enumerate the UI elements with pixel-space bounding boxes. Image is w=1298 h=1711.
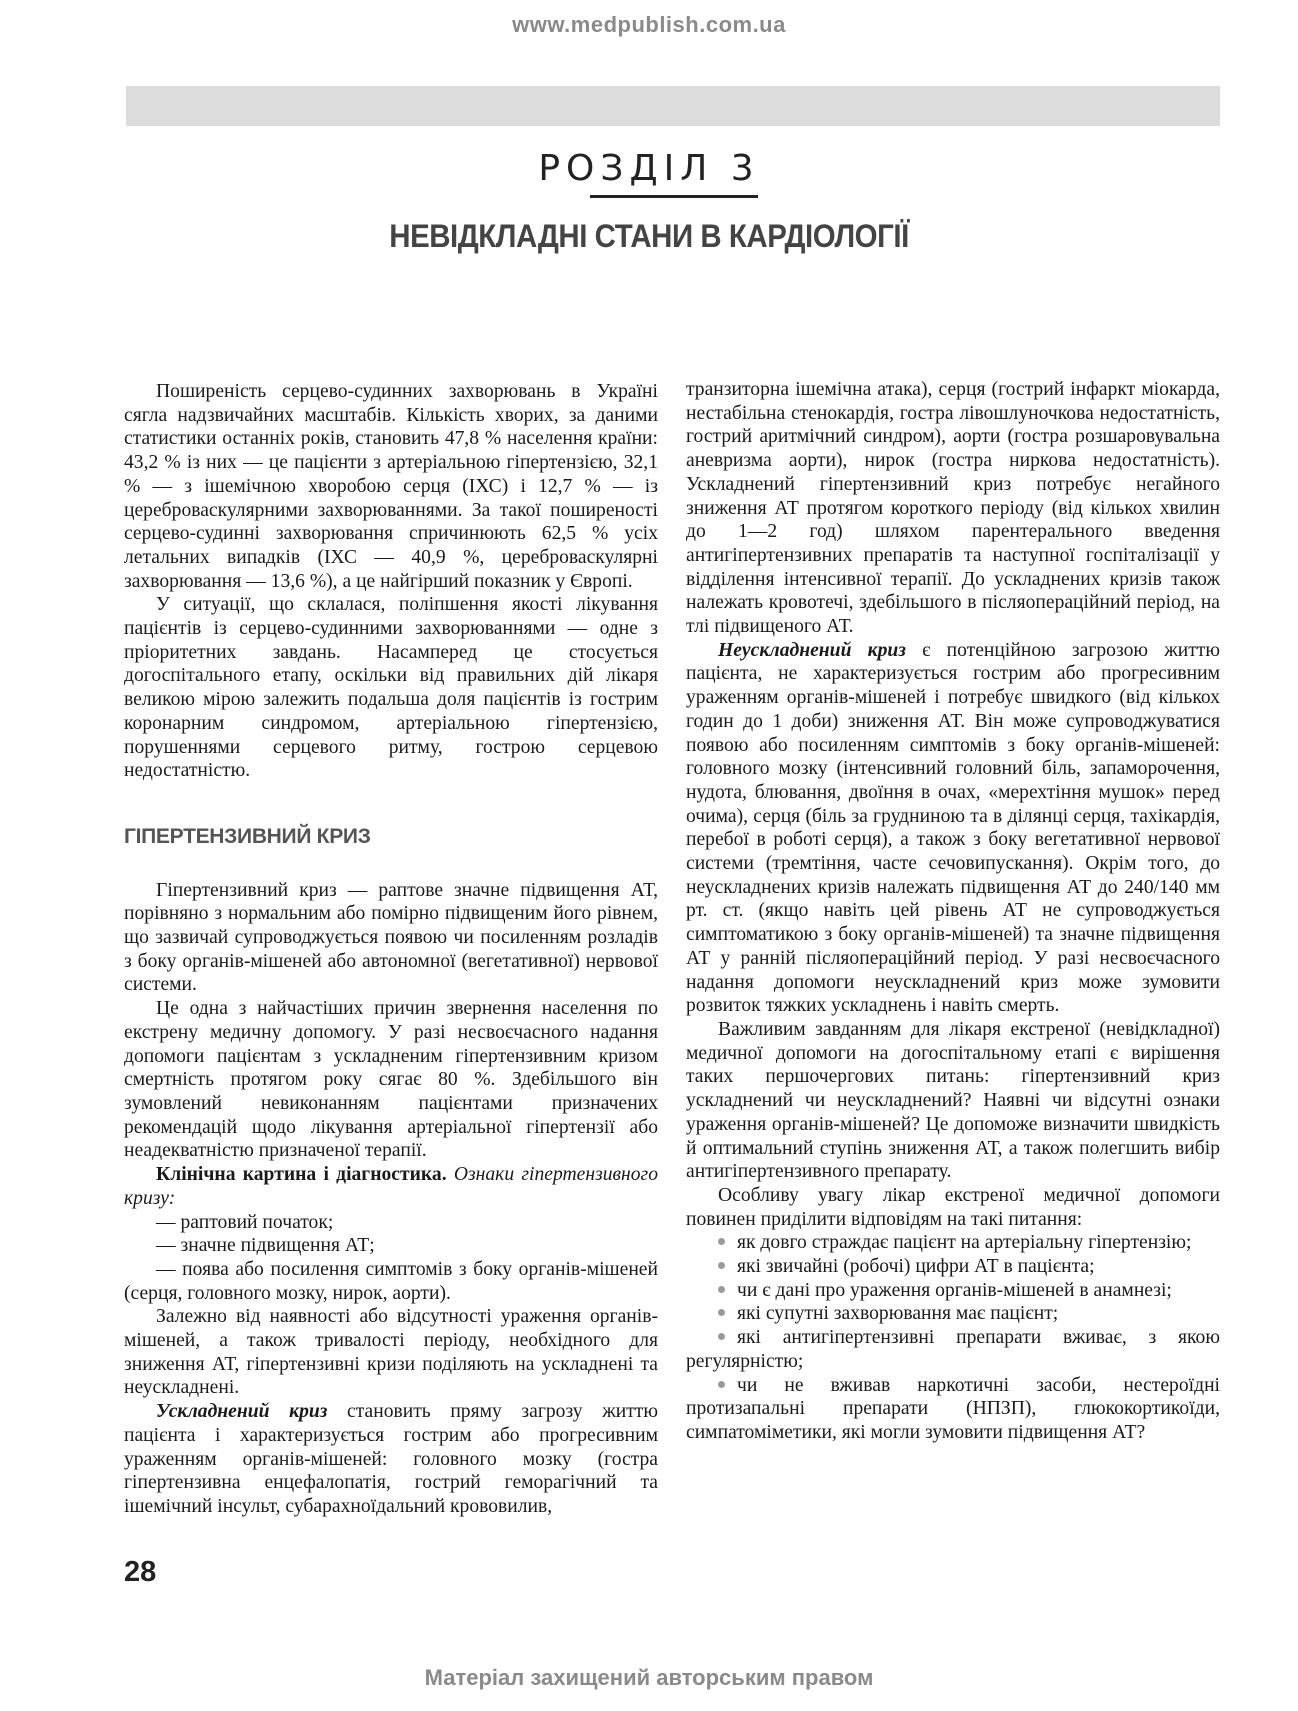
question-text: чи не вживав наркотичні засоби, нестероїдні протизапальні препарати (НПЗП), глюкокортикоїди, симпатоміметики, які могли зумовити підвищення АТ?	[686, 1374, 1220, 1443]
clinical-heading: Клінічна картина і діагностика.	[156, 1164, 447, 1186]
copyright-note: Матеріал захищений авторським правом	[424, 1665, 874, 1690]
chapter-title: НЕВІДКЛАДНІ СТАНИ В КАРДІОЛОГІЇ	[389, 218, 909, 254]
question-text: чи є дані про ураження органів-мішеней в анамнезі;	[737, 1279, 1172, 1301]
sign-item: — значне підвищення АТ;	[156, 1235, 375, 1257]
section-underline	[590, 195, 758, 198]
attention-paragraph: Особливу увагу лікар екстреної медичної допомоги повинен приділити відповідям на такі питання:	[686, 1184, 1220, 1230]
site-url[interactable]: www.medpublish.com.ua	[512, 12, 786, 37]
question-text: які антигіпертензивні препарати вживає, з якою регулярністю;	[686, 1327, 1220, 1372]
list-item	[686, 1374, 1220, 1445]
complicated-crisis-paragraph	[124, 1400, 658, 1519]
sign-item: — поява або посилення симптомів з боку органів-мішеней (серця, головного мозку, нирок, аорти).	[124, 1258, 658, 1304]
list-item	[686, 1231, 1220, 1255]
uncomplicated-crisis-text: є потенційною загрозою життю пацієнта, не характеризується гострим або прогресивним ураженням органів-мішеней і потребує швидкого (від кількох годин до 1 доби) зниження АТ. Він може супроводжуватися появою або посиленням симптомів з боку органів-мішеней: головного мозку (інтенсивний головний біль, запаморочення, нудота, блювання, двоїння в очах, «мерехтіння мушок» перед очима), серця (біль за грудниною та в ділянці серця, тахікардія, перебої в роботі серця), а також з боку вегетативної нервової системи (тремтіння, часте сечовипускання). Окрім того, до неускладнених кризів належать підвищення АТ до 240/140 мм рт. ст. (якщо навіть цей рівень АТ не супроводжується симптоматикою з боку органів-мішеней) та значне підвищення АТ у ранній післяопераційний період. У разі несвоєчасного надання допомоги неускладнений криз може зумовити розвиток тяжких ускладнень і навіть смерть.	[686, 639, 1220, 1017]
intro-paragraph-2: У ситуації, що склалася, поліпшення якості лікування пацієнтів із серцево-судинними захворюваннями — одне з пріоритетних завдань. Насамперед це стосується догоспітального етапу, оскільки від правильних дій лікаря великою мірою залежить подальша доля пацієнтів із гострим коронарним синдромом, артеріальною гіпертензією, порушеннями серцевого ритму, гострою серцевою недостатністю.	[124, 594, 658, 782]
bullet-icon	[718, 1333, 725, 1340]
classification-paragraph: Залежно від наявності або відсутності ураження органів-мішеней, а також тривалості періоду, необхідного для зниження АТ, гіпертензивні кризи поділяють на ускладнені та неускладнені.	[124, 1306, 658, 1399]
bullet-icon	[718, 1286, 725, 1293]
right-column	[686, 378, 1220, 1445]
page-number: 28	[124, 1556, 157, 1588]
section-subheading: ГІПЕРТЕНЗИВНИЙ КРИЗ	[124, 824, 371, 848]
bullet-icon	[718, 1262, 725, 1269]
list-item	[686, 1326, 1220, 1373]
list-item	[686, 1302, 1220, 1326]
left-column	[124, 380, 658, 1519]
clinical-signs-intro: Ознаки гіпертензивного кризу:	[124, 1164, 658, 1209]
uncomplicated-crisis-term: Неускладнений криз	[718, 639, 906, 661]
question-text: як довго страждає пацієнт на артеріальну гіпертензію;	[737, 1232, 1192, 1254]
question-list	[686, 1231, 1220, 1444]
list-item	[686, 1279, 1220, 1303]
question-text: які супутні захворювання має пацієнт;	[737, 1303, 1059, 1325]
sign-item: — раптовий початок;	[156, 1211, 334, 1233]
definition-paragraph: Гіпертензивний криз — раптове значне підвищення АТ, порівняно з нормальним або помірно підвищеним його рівнем, що зазвичай супроводжується появою чи посиленням розладів з боку органів-мішеней або автономної (вегетативної) нервової системи.	[124, 879, 658, 996]
tasks-paragraph: Важливим завданням для лікаря екстреної (невідкладної) медичної допомоги на догоспітальному етапі є вирішення таких першочергових питань: гіпертензивний криз ускладнений чи неускладнений? Наявні чи відсутні ознаки ураження органів-мішеней? Це допоможе визначити швидкість й оптимальний ступінь зниження АТ, а також полегшить вибір антигіпертензивного препарату.	[686, 1018, 1220, 1183]
frequency-paragraph: Це одна з найчастіших причин звернення населення по екстрену медичну допомогу. У разі несвоєчасного надання допомоги пацієнтам з ускладненим гіпертензивним кризом смертність протягом року сягає 80 %. Здебільшого він зумовлений невиконанням пацієнтами призначених рекомендацій щодо лікування артеріальної гіпертензії або неадекватністю призначеної терапії.	[124, 998, 658, 1162]
intro-paragraph-1: Поширеність серцево-судинних захворювань в Україні сягла надзвичайних масштабів. Кількість хворих, за даними статистики останніх років, становить 47,8 % населення країни: 43,2 % із них — це пацієнти з артеріальною гіпертензією, 32,1 % — з ішемічною хворобою серця (ІХС) і 12,7 % — із цереброваскулярними захворюваннями. За такої поширеності серцево-судинні захворювання спричинюють 62,5 % усіх летальних випадків (ІХС — 40,9 %, цереброваскулярні захворювання — 13,6 %), а це найгірший показник у Європі.	[124, 381, 658, 592]
list-item	[686, 1255, 1220, 1279]
bullet-icon	[718, 1381, 725, 1388]
complicated-crisis-text: становить пряму загрозу життю пацієнта і характеризується гострим або прогресивним ураженням органів-мішеней: головного мозку (гостра гіпертензивна енцефалопатія, гострий геморагічний та ішемічний інсульт, субарахноїдальний крововилив,	[124, 1401, 658, 1517]
bullet-icon	[718, 1309, 725, 1316]
continuation-paragraph: транзиторна ішемічна атака), серця (гострий інфаркт міокарда, нестабільна стенокардія, гостра лівошлуночкова недостатність, гострий аритмічний синдром), аорти (гостра розшаровувальна аневризма аорти), нирок (гостра ниркова недостатність). Ускладнений гіпертензивний криз потребує негайного зниження АТ протягом короткого періоду (від кількох хвилин до 1—2 год) шляхом парентерального введення антигіпертензивних препаратів та наступної госпіталізації у відділення інтенсивної терапії. До ускладнених кризів також належать кровотечі, здебільшого в післяопераційний період, на тлі підвищеного АТ.	[686, 379, 1220, 638]
header-band	[126, 86, 1220, 126]
uncomplicated-crisis-paragraph	[686, 639, 1220, 1018]
complicated-crisis-term: Ускладнений криз	[156, 1401, 328, 1423]
bullet-icon	[718, 1238, 725, 1245]
section-label: РОЗДІЛ 3	[538, 148, 760, 189]
question-text: які звичайні (робочі) цифри АТ в пацієнта;	[737, 1256, 1095, 1278]
clinical-picture-paragraph	[124, 1163, 658, 1210]
